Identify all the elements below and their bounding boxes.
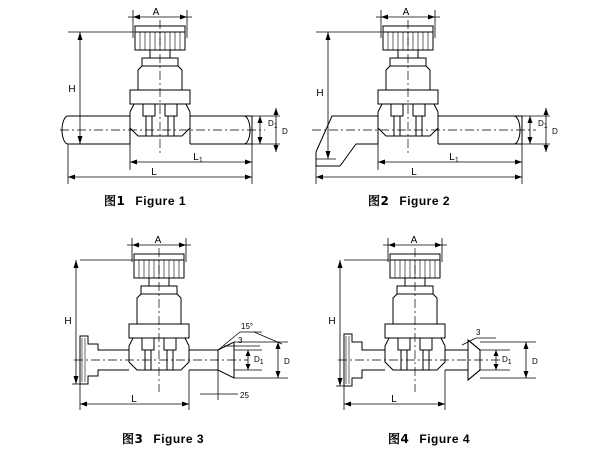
svg-text:D1: D1	[268, 119, 278, 130]
svg-text:D1: D1	[502, 355, 512, 366]
figure-1-caption	[104, 192, 186, 209]
svg-text:H: H	[68, 84, 76, 95]
svg-text:L: L	[411, 167, 417, 178]
svg-text:D1: D1	[254, 355, 264, 366]
svg-text:15°: 15°	[241, 322, 254, 331]
figure-4-drawing	[310, 232, 570, 420]
svg-text:H: H	[64, 316, 72, 327]
figure-4-en-label: Figure 4	[419, 432, 471, 446]
svg-text:3: 3	[238, 336, 243, 345]
figure-4-cn-label: 图4	[388, 432, 410, 446]
svg-text:L1: $L_1$	[193, 152, 203, 164]
svg-text:H: H	[316, 88, 324, 99]
svg-text:L: L	[391, 394, 397, 405]
figure-1-en-label: Figure 1	[135, 194, 187, 208]
figure-4-caption	[388, 430, 470, 447]
svg-text:A: A	[154, 235, 162, 246]
figure-3-cn-label: 图3	[122, 432, 144, 446]
figure-3-en-label: Figure 3	[153, 432, 205, 446]
svg-text:L: L	[151, 167, 157, 178]
svg-text:H: H	[328, 316, 336, 327]
svg-text:A: A	[402, 7, 410, 18]
svg-text:D: D	[284, 357, 290, 366]
figure-2-cn-label: 图2	[368, 194, 390, 208]
figure-1-drawing	[30, 4, 290, 194]
svg-text:L: L	[131, 394, 137, 405]
figure-2-drawing	[296, 4, 576, 194]
figure-1-cn-label: 图1	[104, 194, 126, 208]
svg-text:A: A	[152, 7, 160, 18]
svg-text:3: 3	[476, 328, 481, 337]
svg-text:D: D	[532, 357, 538, 366]
svg-text:L1: $L_1$	[449, 152, 459, 164]
svg-text:D1: D1	[538, 119, 548, 130]
svg-text:25: 25	[240, 391, 249, 400]
figure-3-drawing	[48, 232, 308, 420]
svg-text:A: A	[410, 235, 418, 246]
svg-text:D: D	[552, 127, 558, 136]
figure-2-caption	[368, 192, 450, 209]
svg-text:D: D	[282, 127, 288, 136]
figure-3-caption	[122, 430, 204, 447]
figure-2-en-label: Figure 2	[399, 194, 451, 208]
